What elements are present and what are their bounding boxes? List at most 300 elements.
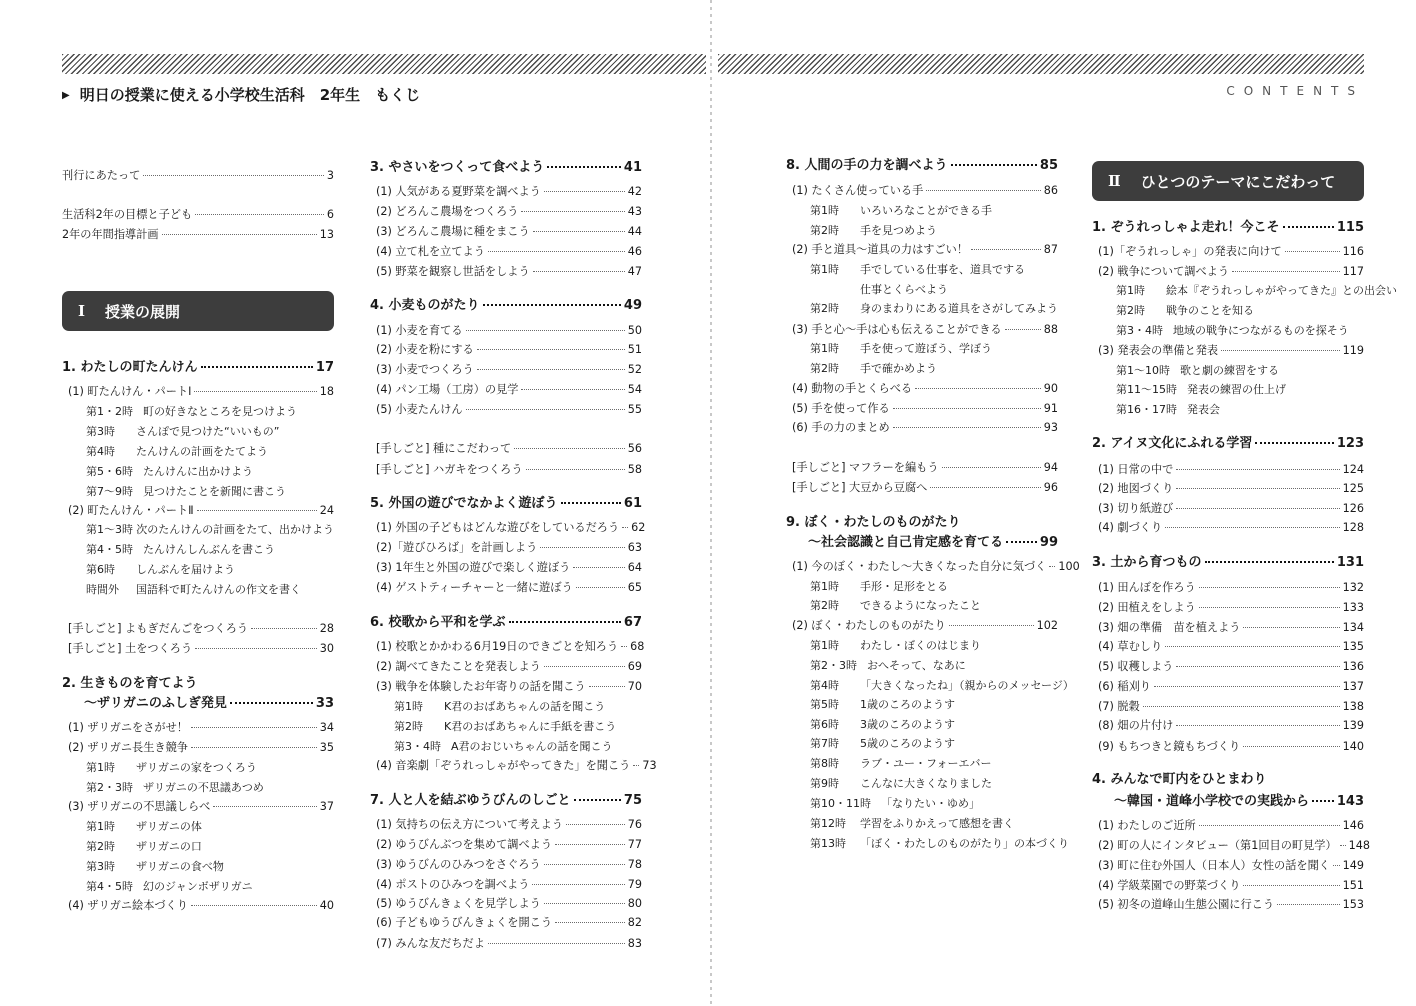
- entry-title: (2) 手と道具〜道具の力はすごい！: [792, 243, 969, 256]
- lesson-period: 第6時: [86, 563, 115, 576]
- dot-leader: [509, 621, 621, 623]
- page-number: 143: [1336, 794, 1364, 809]
- lesson-row: [86, 781, 334, 795]
- lesson-row: [810, 362, 1058, 376]
- contents-label: CONTENTS: [1226, 84, 1364, 98]
- hatched-band-left: [62, 54, 706, 74]
- entry-title: (4) 劇づくり: [1098, 521, 1163, 534]
- dot-leader: [1283, 226, 1334, 228]
- entry-title: (3) 戦争を体験したお年寄りの話を聞こう: [376, 680, 586, 693]
- section-heading: [370, 616, 642, 630]
- page-number: 116: [1342, 245, 1364, 258]
- lesson-period: 第16・17時: [1116, 403, 1177, 416]
- lesson-period: 第3時: [86, 860, 115, 873]
- lesson-title: 手を使って遊ぼう、学ぼう: [860, 342, 992, 355]
- dot-leader: [1205, 561, 1334, 563]
- page-number: 117: [1342, 265, 1364, 278]
- toc-entry: [376, 265, 642, 279]
- lesson-title: 歌と劇の練習をする: [1180, 364, 1279, 377]
- page-number: 51: [627, 343, 642, 356]
- page-number: 37: [319, 800, 334, 813]
- dot-leader: [1333, 865, 1340, 866]
- dot-leader: [191, 727, 317, 728]
- dot-leader: [893, 427, 1041, 428]
- lesson-period: 第2時: [810, 599, 839, 612]
- page-number: 73: [642, 759, 657, 772]
- lesson-title: 発表の練習の仕上げ: [1187, 383, 1286, 396]
- page-number: 140: [1342, 740, 1364, 753]
- entry-title: (1) 外国の子どもはどんな遊びをしているだろう: [376, 521, 620, 534]
- entry-title: (4) 音楽劇「ぞうれっしゃがやってきた」を聞こう: [376, 759, 631, 772]
- lesson-period: 第12時: [810, 817, 846, 830]
- page-number: 132: [1342, 581, 1364, 594]
- page-number: 40: [319, 899, 334, 912]
- lesson-period: 第4時: [86, 445, 115, 458]
- entry-title: 3. 土から育つもの: [1092, 555, 1202, 570]
- entry-title: (2) ぼく・わたしのものがたり: [792, 619, 946, 632]
- lesson-period: 第1時: [1116, 284, 1145, 297]
- page-number: 78: [627, 858, 642, 871]
- page-number: 70: [627, 680, 642, 693]
- page-number: 30: [319, 642, 334, 655]
- toc-entry: [376, 878, 642, 892]
- lesson-row: [810, 837, 1069, 851]
- toc-entry: [1098, 839, 1370, 853]
- dot-leader: [195, 214, 324, 215]
- toc-entry: [376, 937, 642, 951]
- dot-leader: [526, 469, 625, 470]
- lesson-title: たんけんの計画をたてよう: [136, 445, 268, 458]
- entry-title: (1) 気持ちの伝え方について考えよう: [376, 818, 563, 831]
- lesson-row: [810, 777, 1058, 791]
- entry-title: (3) どろんこ農場に種をまこう: [376, 225, 530, 238]
- entry-title: (2) ザリガニ長生き競争: [68, 741, 188, 754]
- page-number: 67: [623, 615, 642, 630]
- toc-entry: [376, 680, 642, 694]
- section-heading: [370, 299, 642, 313]
- page-number: 17: [315, 360, 334, 375]
- entry-title: 2年の年間指導計画: [62, 228, 159, 241]
- intro-entry: [62, 169, 334, 183]
- page-number: 82: [627, 916, 642, 929]
- dot-leader: [540, 547, 624, 548]
- dot-leader: [477, 349, 625, 350]
- lesson-title: 「ぼく・わたしのものがたり」の本づくり: [860, 837, 1069, 850]
- section-heading: [786, 516, 1058, 530]
- page-number: 91: [1043, 402, 1058, 415]
- entry-title: 1. ぞうれっしゃよ走れ！今こそ: [1092, 220, 1280, 235]
- entry-title: (1) たくさん使っている手: [792, 184, 924, 197]
- entry-title: 刊行にあたって: [62, 169, 141, 182]
- toc-entry: [68, 741, 334, 755]
- toc-entry: [376, 383, 642, 397]
- page-title-text: 明日の授業に使える小学校生活科 2年生 もくじ: [79, 86, 421, 104]
- page-number: 56: [627, 442, 642, 455]
- dot-leader: [544, 864, 625, 865]
- page-number: 90: [1043, 382, 1058, 395]
- lesson-row: [86, 465, 334, 479]
- entry-title: (7) 脱穀: [1098, 700, 1140, 713]
- toc-entry: [792, 323, 1058, 337]
- dot-leader: [915, 388, 1041, 389]
- lesson-title: おへそって、なあに: [867, 659, 966, 672]
- lesson-title: さんぽで見つけた“いいもの”: [136, 425, 280, 438]
- dot-leader: [521, 389, 624, 390]
- dot-leader: [1340, 845, 1346, 846]
- dot-leader: [1143, 706, 1340, 707]
- lesson-title: 仕事とくらべよう: [860, 283, 948, 296]
- toc-entry: [376, 640, 645, 654]
- entry-title: (1) 校歌とかかわる6月19日のできごとを知ろう: [376, 640, 619, 653]
- dot-leader: [633, 765, 639, 766]
- page-number: 62: [631, 521, 646, 534]
- dot-leader: [533, 231, 625, 232]
- dot-leader: [1005, 329, 1041, 330]
- lesson-title: わたし・ぼくのはじまり: [860, 639, 981, 652]
- page-number: 151: [1342, 879, 1364, 892]
- dot-leader: [1006, 541, 1037, 543]
- page-number: 28: [319, 622, 334, 635]
- dot-leader: [251, 628, 317, 629]
- entry-title: (2) 小麦を粉にする: [376, 343, 474, 356]
- lesson-row: [86, 860, 334, 874]
- lesson-row: [810, 283, 1058, 297]
- toc-entry: [792, 382, 1058, 396]
- lesson-row: [86, 405, 334, 419]
- lesson-row: [86, 523, 334, 537]
- intro-entry: [62, 228, 334, 242]
- entry-title: (4) 動物の手とくらべる: [792, 382, 913, 395]
- lesson-row: [810, 797, 1058, 811]
- lesson-title: いろいろなことができる手: [860, 204, 992, 217]
- lesson-row: [86, 820, 334, 834]
- page-number: 99: [1039, 535, 1058, 550]
- entry-title: (2) 田植えをしよう: [1098, 601, 1196, 614]
- dot-leader: [197, 510, 317, 511]
- part-two-title: ひとつのテーマにこだわって: [1140, 172, 1336, 191]
- entry-title: 6. 校歌から平和を学ぶ: [370, 615, 506, 630]
- page-number: 52: [627, 363, 642, 376]
- lesson-title: たんけんしんぶんを書こう: [143, 543, 275, 556]
- dot-leader: [1312, 800, 1334, 802]
- dot-leader: [544, 191, 625, 192]
- dot-leader: [532, 884, 624, 885]
- lesson-period: 第4・5時: [86, 880, 133, 893]
- toc-entry: [376, 660, 642, 674]
- part-one-number: Ⅰ: [78, 302, 86, 320]
- page-number: 63: [627, 541, 642, 554]
- toc-entry: [68, 642, 334, 656]
- entry-title: 1. わたしの町たんけん: [62, 360, 198, 375]
- lesson-period: 第3時: [86, 425, 115, 438]
- entry-title: (4) 学級菜園での野菜づくり: [1098, 879, 1241, 892]
- lesson-period: 第1時: [810, 342, 839, 355]
- page-number: 88: [1043, 323, 1058, 336]
- dot-leader: [201, 366, 313, 368]
- toc-entry: [376, 897, 642, 911]
- page-number: 42: [627, 185, 642, 198]
- entry-title: 2. アイヌ文化にふれる学習: [1092, 436, 1253, 451]
- lesson-period: 第11〜15時: [1116, 383, 1177, 396]
- dot-leader: [1199, 825, 1340, 826]
- lesson-row: [86, 761, 334, 775]
- lesson-title: 1歳のころのようす: [860, 698, 955, 711]
- lesson-period: 第1時: [86, 761, 115, 774]
- page-number: 131: [1336, 555, 1364, 570]
- dot-leader: [162, 234, 317, 235]
- lesson-row: [810, 718, 1058, 732]
- toc-entry: [376, 403, 642, 417]
- entry-title: (2) 地図づくり: [1098, 482, 1174, 495]
- toc-entry: [1098, 245, 1364, 259]
- toc-entry: [376, 561, 642, 575]
- dot-leader: [621, 646, 627, 647]
- dot-leader: [1243, 627, 1339, 628]
- lesson-title: 手を見つめよう: [860, 224, 937, 237]
- entry-title: (5) 収穫しよう: [1098, 660, 1174, 673]
- entry-title: 2. 生きものを育てよう: [62, 676, 198, 691]
- section-heading: [786, 159, 1058, 173]
- lesson-row: [810, 698, 1058, 712]
- lesson-period: 第7時: [810, 737, 839, 750]
- page-number: 13: [319, 228, 334, 241]
- entry-title: (5) 小麦たんけん: [376, 403, 463, 416]
- lesson-row: [86, 543, 334, 557]
- lesson-period: 第2時: [394, 720, 423, 733]
- lesson-row: [1116, 284, 1397, 298]
- dot-leader: [566, 824, 625, 825]
- entry-title: 〜韓国・道峰小学校での実践から: [1114, 794, 1310, 809]
- toc-entry: [68, 622, 334, 636]
- page-number: 34: [319, 721, 334, 734]
- dot-leader: [561, 502, 621, 504]
- lesson-period: 第2時: [86, 840, 115, 853]
- entry-title: (4) 草むしり: [1098, 640, 1163, 653]
- page-number: 128: [1342, 521, 1364, 534]
- entry-title: 4. みんなで町内をひとまわり: [1092, 772, 1267, 787]
- section-heading: [1092, 556, 1364, 570]
- lesson-row: [1116, 403, 1364, 417]
- toc-entry: [376, 541, 642, 555]
- page-number: 49: [623, 298, 642, 313]
- dot-leader: [521, 211, 624, 212]
- page-number: 125: [1342, 482, 1364, 495]
- page-number: 58: [627, 463, 642, 476]
- dot-leader: [1176, 508, 1339, 509]
- entry-title: 4. 小麦ものがたり: [370, 298, 480, 313]
- lesson-row: [810, 599, 1058, 613]
- page-title: [62, 84, 420, 105]
- entry-title: (1) 人気がある夏野菜を調べよう: [376, 185, 541, 198]
- toc-entry: [376, 205, 642, 219]
- lesson-period: 第3・4時: [394, 740, 441, 753]
- page-number: 87: [1043, 243, 1058, 256]
- toc-entry: [792, 560, 1080, 574]
- entry-title: (3) 切り紙遊び: [1098, 502, 1174, 515]
- dot-leader: [1243, 746, 1339, 747]
- lesson-period: 第1〜3時: [86, 523, 133, 536]
- lesson-period: 第1時: [394, 700, 423, 713]
- lesson-title: A君のおじいちゃんの話を聞こう: [451, 740, 613, 753]
- page-number: 133: [1342, 601, 1364, 614]
- section-heading: [62, 361, 334, 375]
- page-number: 33: [315, 696, 334, 711]
- dot-leader: [544, 666, 625, 667]
- dot-leader: [555, 844, 625, 845]
- entry-title: [手しごと] よもぎだんごをつくろう: [68, 622, 249, 635]
- page-number: 65: [627, 581, 642, 594]
- lesson-period: 第1時: [810, 639, 839, 652]
- lesson-title: 手でしている仕事を、道具でする: [860, 263, 1025, 276]
- dot-leader: [893, 408, 1041, 409]
- entry-title: (5) 初冬の道峰山生態公園に行こう: [1098, 898, 1275, 911]
- lesson-period: 第10・11時: [810, 797, 871, 810]
- toc-entry: [1098, 463, 1364, 477]
- lesson-title: ザリガニの口: [136, 840, 202, 853]
- lesson-row: [394, 700, 642, 714]
- lesson-row: [810, 204, 1058, 218]
- part-one-heading: [62, 291, 334, 331]
- toc-entry: [376, 521, 646, 535]
- entry-title: (3) ザリガニの不思議しらべ: [68, 800, 211, 813]
- lesson-row: [810, 302, 1058, 316]
- dot-leader: [533, 271, 625, 272]
- lesson-row: [810, 224, 1058, 238]
- section-heading: [370, 161, 642, 175]
- entry-title: (1) ザリガニをさがせ！: [68, 721, 188, 734]
- part-one-title: 授業の展開: [105, 302, 181, 321]
- toc-entry: [1098, 344, 1364, 358]
- section-heading: [84, 697, 334, 711]
- lesson-title: こんなに大きくなりました: [860, 777, 992, 790]
- lesson-row: [810, 639, 1058, 653]
- entry-title: 9. ぼく・わたしのものがたり: [786, 515, 961, 530]
- lesson-period: 第2時: [1116, 304, 1145, 317]
- dot-leader: [230, 702, 313, 704]
- lesson-title: 国語科で町たんけんの作文を書く: [136, 583, 301, 596]
- section-heading: [808, 536, 1058, 550]
- entry-title: (4) ゲストティーチャーと一緒に遊ぼう: [376, 581, 573, 594]
- page-number: 100: [1058, 560, 1080, 573]
- page-number: 35: [319, 741, 334, 754]
- page-number: 123: [1336, 436, 1364, 451]
- entry-title: (2) 町の人にインタビュー（第1回目の町見学）: [1098, 839, 1337, 852]
- section-heading: [1092, 437, 1364, 451]
- toc-entry: [1098, 719, 1364, 733]
- entry-title: [手しごと] 大豆から豆腐へ: [792, 481, 928, 494]
- dot-leader: [547, 166, 621, 168]
- page-number: 46: [627, 245, 642, 258]
- part-two-heading: [1092, 161, 1364, 201]
- page-number: 85: [1039, 158, 1058, 173]
- toc-entry: [1098, 502, 1364, 516]
- play-triangle-icon: ▶: [62, 90, 70, 101]
- entry-title: 3. やさいをつくって食べよう: [370, 160, 545, 175]
- section-heading: [1092, 773, 1364, 787]
- lesson-period: 第13時: [810, 837, 846, 850]
- entry-title: (4) パン工場（工房）の見学: [376, 383, 519, 396]
- toc-entry: [376, 363, 642, 377]
- dot-leader: [589, 686, 625, 687]
- entry-title: (3) 町に住む外国人（日本人）女性の話を聞く: [1098, 859, 1330, 872]
- dot-leader: [1154, 686, 1340, 687]
- page-number: 119: [1342, 344, 1364, 357]
- page-number: 76: [627, 818, 642, 831]
- entry-title: (4) 立て札を立てよう: [376, 245, 485, 258]
- lesson-row: [86, 840, 334, 854]
- section-heading: [370, 497, 642, 511]
- page-number: 54: [627, 383, 642, 396]
- entry-title: (1) 今のぼく・わたし〜大きくなった自分に気づく: [792, 560, 1047, 573]
- toc-entry: [792, 184, 1058, 198]
- dot-leader: [1199, 607, 1340, 608]
- lesson-row: [810, 679, 1074, 693]
- dot-leader: [488, 251, 625, 252]
- toc-entry: [792, 243, 1058, 257]
- lesson-period: 第2・3時: [810, 659, 857, 672]
- dot-leader: [1199, 587, 1340, 588]
- page-number: 24: [319, 504, 334, 517]
- page-number: 137: [1342, 680, 1364, 693]
- lesson-title: K君のおばあちゃんに手紙を書こう: [444, 720, 617, 733]
- section-heading: [62, 677, 334, 691]
- dot-leader: [1165, 646, 1339, 647]
- dot-leader: [466, 409, 625, 410]
- entry-title: (1) わたしのご近所: [1098, 819, 1196, 832]
- dot-leader: [1049, 566, 1055, 567]
- dot-leader: [483, 304, 621, 306]
- dot-leader: [1243, 885, 1339, 886]
- toc-entry: [376, 225, 642, 239]
- page-number: 47: [627, 265, 642, 278]
- page-number: 75: [623, 793, 642, 808]
- lesson-title: 学習をふりかえって感想を書く: [860, 817, 1014, 830]
- lesson-title: 手で確かめよう: [860, 362, 937, 375]
- dot-leader: [195, 648, 317, 649]
- page-number: 153: [1342, 898, 1364, 911]
- page-gutter: [710, 0, 712, 1006]
- toc-entry: [1098, 740, 1364, 754]
- lesson-title: ザリガニの体: [136, 820, 202, 833]
- part-two-number: Ⅱ: [1108, 172, 1121, 190]
- toc-entry: [68, 504, 334, 518]
- entry-title: (3) 発表会の準備と発表: [1098, 344, 1219, 357]
- toc-entry: [792, 461, 1058, 475]
- page-number: 55: [627, 403, 642, 416]
- entry-title: (1) 町たんけん・パートⅠ: [68, 385, 192, 398]
- page-number: 93: [1043, 421, 1058, 434]
- dot-leader: [930, 487, 1040, 488]
- toc-entry: [376, 838, 642, 852]
- page-number: 61: [623, 496, 642, 511]
- entry-title: 7. 人と人を結ぶゆうびんのしごと: [370, 793, 571, 808]
- lesson-period: 第1時: [86, 820, 115, 833]
- lesson-title: ラブ・ユー・フォーエバー: [860, 757, 992, 770]
- page-number: 83: [627, 937, 642, 950]
- entry-title: (4) ザリガニ絵本づくり: [68, 899, 188, 912]
- dot-leader: [477, 369, 625, 370]
- lesson-period: 第1時: [810, 263, 839, 276]
- entry-title: (1) 田んぼを作ろう: [1098, 581, 1196, 594]
- dot-leader: [942, 467, 1041, 468]
- toc-entry: [1098, 265, 1364, 279]
- toc-entry: [1098, 482, 1364, 496]
- dot-leader: [1232, 271, 1340, 272]
- entry-title: (7) みんな友だちだよ: [376, 937, 485, 950]
- page-number: 94: [1043, 461, 1058, 474]
- dot-leader: [1255, 442, 1334, 444]
- lesson-title: 「なりたい・ゆめ」: [881, 797, 980, 810]
